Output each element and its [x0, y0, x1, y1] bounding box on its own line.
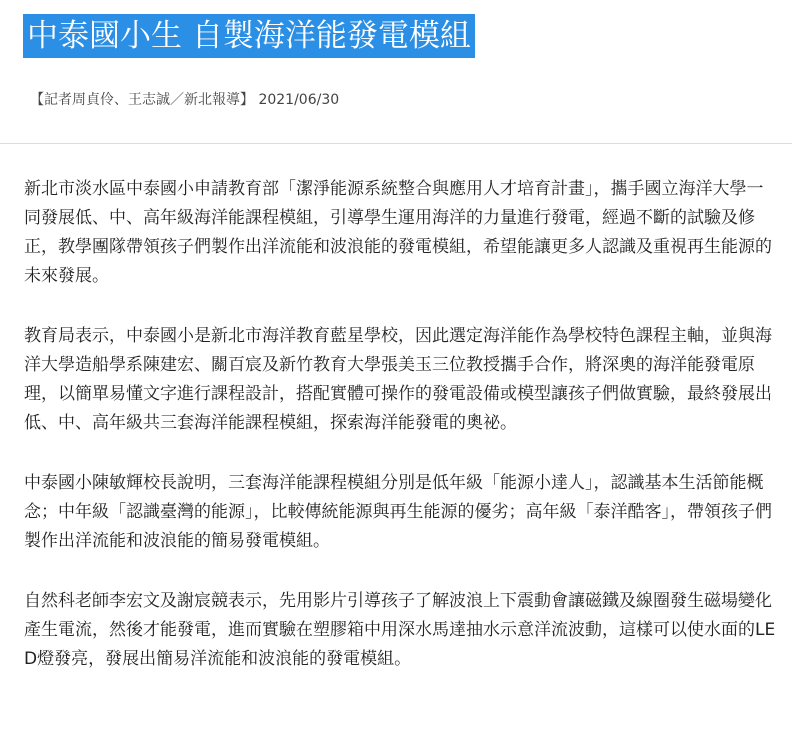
- article-headline: 中泰國小生 自製海洋能發電模組: [23, 14, 475, 58]
- article-paragraph: 中泰國小陳敏輝校長說明，三套海洋能課程模組分別是低年級「能源小達人」，認識基本生活節能概念；中年級「認識臺灣的能源」，比較傳統能源與再生能源的優劣；高年級「泰洋酷客」，帶領孩子們製作出洋流能和波浪能的簡易發電模組。: [24, 473, 772, 551]
- article-body: [24, 175, 780, 705]
- byline-date: 2021/06/30: [258, 92, 340, 108]
- byline-reporters: 【記者周貞伶、王志誠／新北報導】: [30, 92, 254, 108]
- article-paragraph: 教育局表示，中泰國小是新北市海洋教育藍星學校，因此選定海洋能作為學校特色課程主軸，並與海洋大學造船學系陳建宏、關百宸及新竹教育大學張美玉三位教授攜手合作，將深奧的海洋能發電原理，以簡單易懂文字進行課程設計，搭配實體可操作的發電設備或模型讓孩子們做實驗，最終發展出低、中、高年級共三套海洋能課程模組，探索海洋能發電的奧祕。: [24, 326, 772, 433]
- article-byline: [30, 88, 339, 112]
- header-divider: [0, 143, 792, 144]
- article-paragraph: 自然科老師李宏文及謝宸競表示，先用影片引導孩子了解波浪上下震動會讓磁鐵及線圈發生磁場變化產生電流，然後才能發電，進而實驗在塑膠箱中用深水馬達抽水示意洋流波動，這樣可以使水面的LED燈發亮，發展出簡易洋流能和波浪能的發電模組。: [24, 591, 776, 669]
- headline-container: [23, 14, 475, 58]
- article-paragraph: 新北市淡水區中泰國小申請教育部「潔淨能源系統整合與應用人才培育計畫」，攜手國立海洋大學一同發展低、中、高年級海洋能課程模組，引導學生運用海洋的力量進行發電，經過不斷的試驗及修正，教學團隊帶領孩子們製作出洋流能和波浪能的發電模組，希望能讓更多人認識及重視再生能源的未來發展。: [24, 179, 772, 286]
